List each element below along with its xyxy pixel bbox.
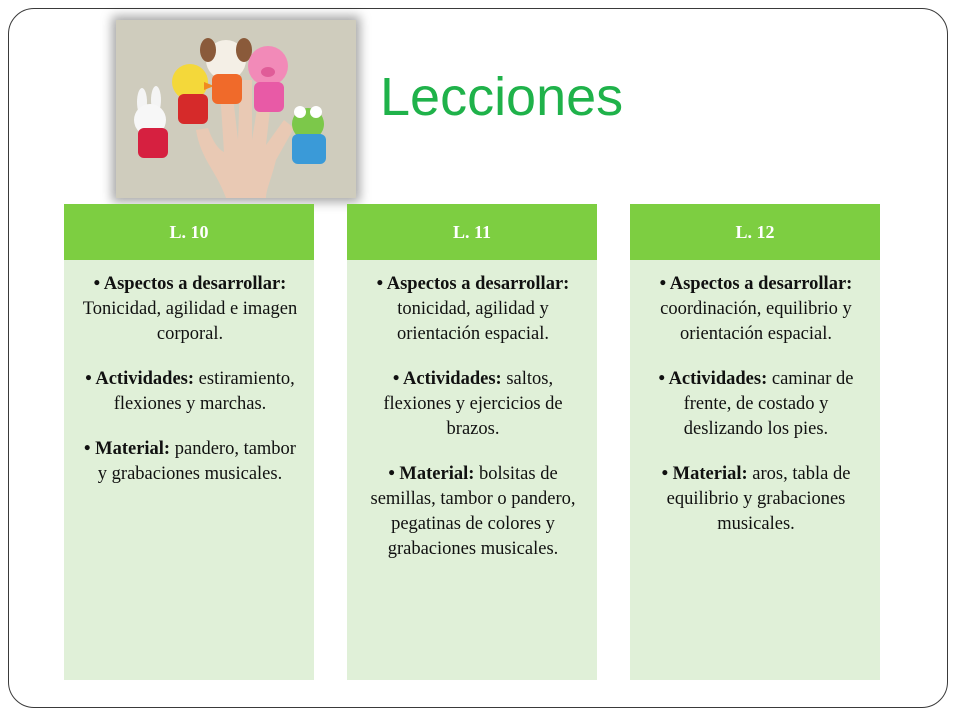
lesson-item-material: • Material: pandero, tambor y grabaciones musicales. xyxy=(84,439,296,484)
lesson-item-actividades: • Actividades: saltos, flexiones y ejercicios de brazos. xyxy=(383,369,563,439)
lesson-item-actividades: • Actividades: estiramiento, flexiones y marchas. xyxy=(85,369,295,414)
lesson-item-actividades: • Actividades: caminar de frente, de costado y deslizando los pies. xyxy=(658,369,854,439)
lesson-item-aspectos: • Aspectos a desarrollar: coordinación, equilibrio y orientación espacial. xyxy=(659,274,853,344)
lesson-item-aspectos: • Aspectos a desarrollar: Tonicidad, agilidad e imagen corporal. xyxy=(82,274,298,344)
finger-puppets-photo xyxy=(116,20,356,198)
lesson-header: L. 12 xyxy=(630,204,880,260)
lesson-header: L. 11 xyxy=(347,204,597,260)
slide-title: Lecciones xyxy=(380,67,624,127)
lesson-item-material: • Material: aros, tabla de equilibrio y grabaciones musicales. xyxy=(661,464,851,534)
lesson-column-10 xyxy=(64,204,314,680)
lesson-header: L. 10 xyxy=(64,204,314,260)
lesson-item-material: • Material: bolsitas de semillas, tambor o pandero, pegatinas de colores y grabaciones musicales. xyxy=(370,464,576,559)
lesson-item-aspectos: • Aspectos a desarrollar: tonicidad, agilidad y orientación espacial. xyxy=(376,274,570,344)
lesson-column-11 xyxy=(347,204,597,680)
lesson-column-12 xyxy=(630,204,880,680)
